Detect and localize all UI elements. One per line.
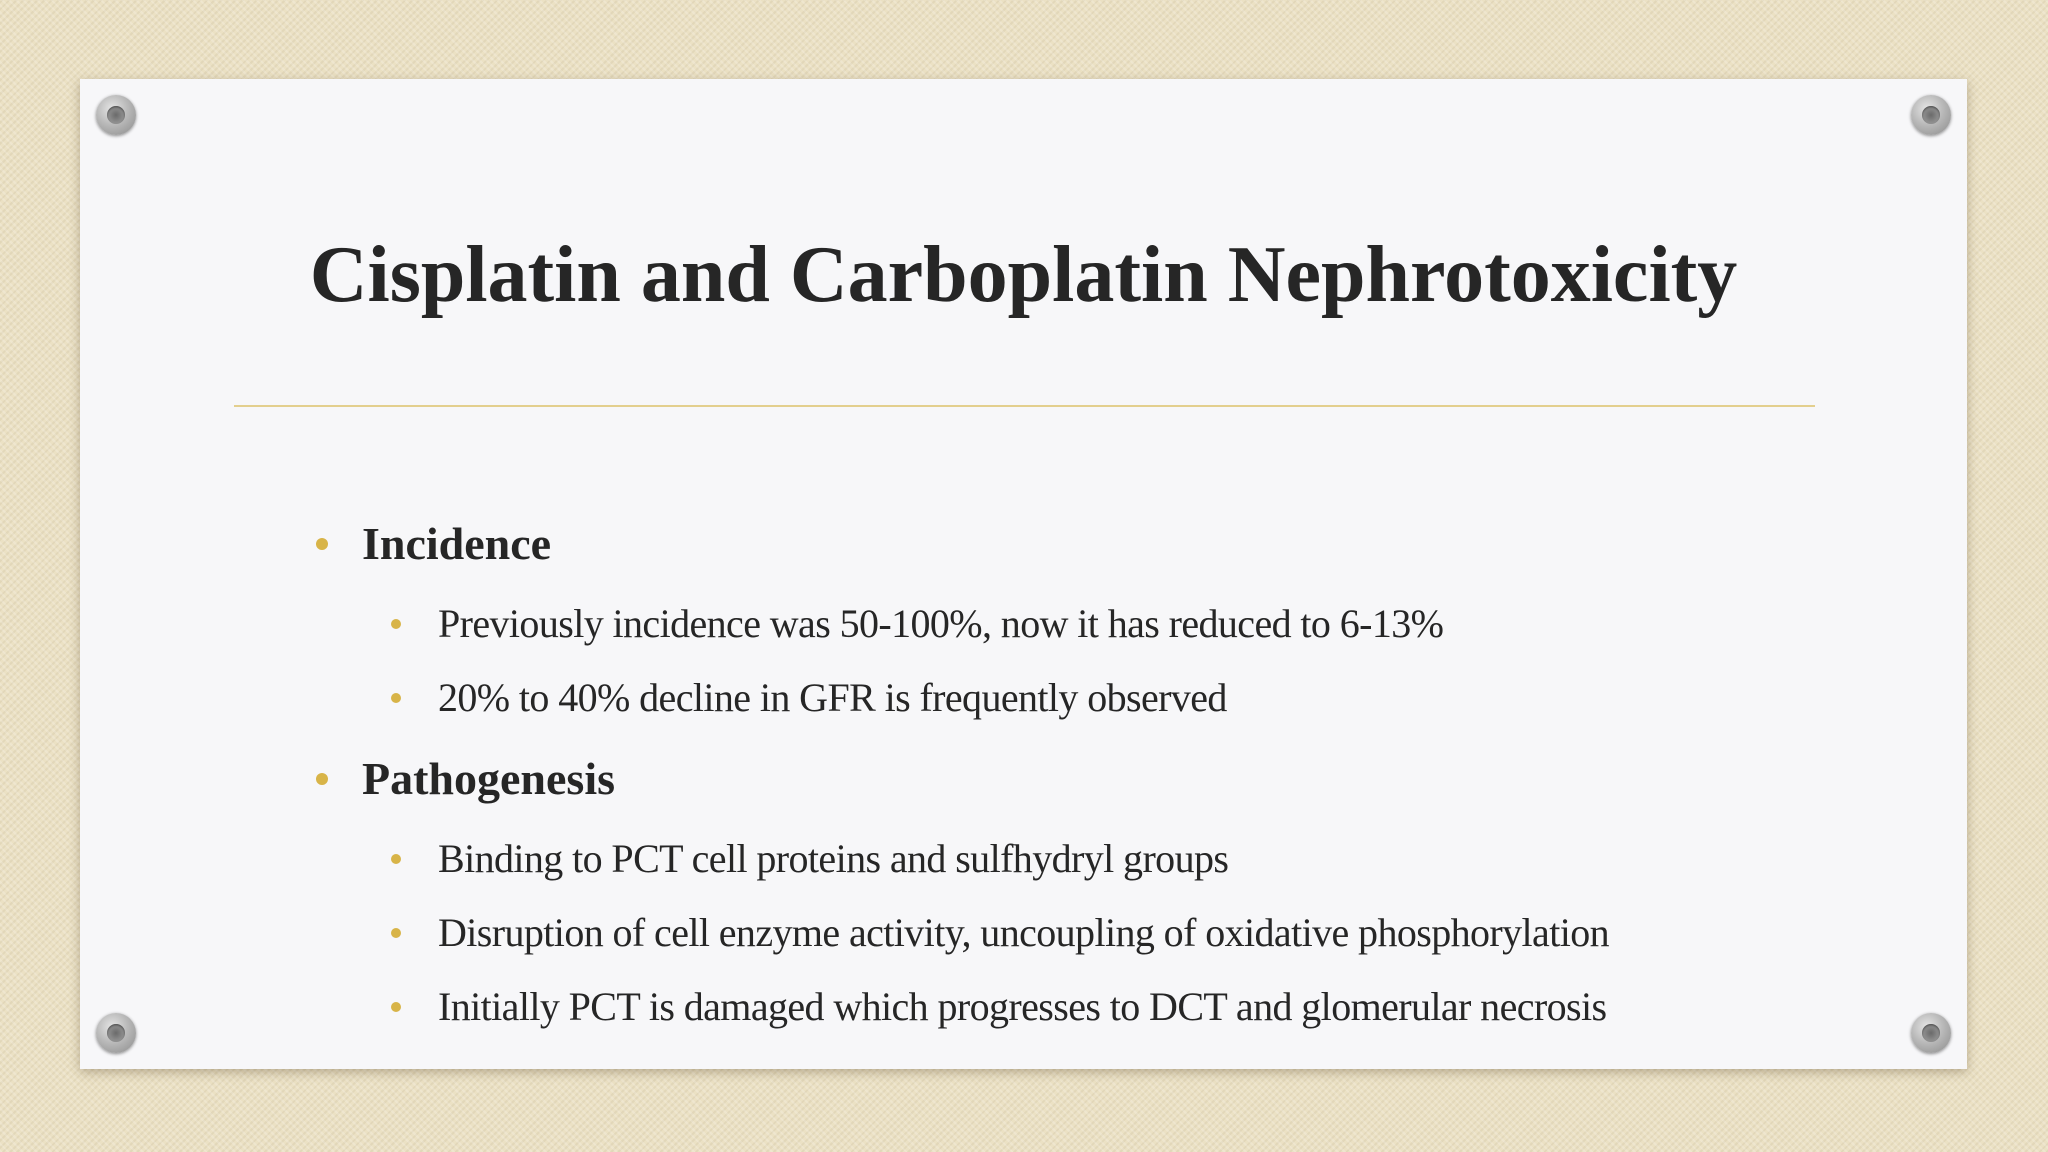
bullet-dot-icon: [391, 928, 401, 938]
grommet-top-right-icon: [1911, 95, 1951, 135]
bullet-text: Initially PCT is damaged which progresses to DCT and glomerular necrosis: [438, 984, 1607, 1029]
bullet-dot-icon: [391, 619, 401, 629]
bullet-dot-icon: [391, 1002, 401, 1012]
bullet-text: 20% to 40% decline in GFR is frequently observed: [438, 675, 1227, 720]
section-heading: Pathogenesis: [362, 753, 615, 804]
slide-card: [80, 79, 1967, 1069]
grommet-top-left-icon: [96, 95, 136, 135]
bullet-text: Previously incidence was 50-100%, now it has reduced to 6-13%: [438, 601, 1444, 646]
bullet-text: Binding to PCT cell proteins and sulfhydryl groups: [438, 836, 1229, 881]
bullet-dot-icon: [316, 538, 328, 550]
slide-title: Cisplatin and Carboplatin Nephrotoxicity: [309, 231, 1738, 319]
grommet-bottom-right-icon: [1911, 1013, 1951, 1053]
section-heading: Incidence: [362, 518, 552, 569]
bullet-text: Disruption of cell enzyme activity, uncoupling of oxidative phosphorylation: [438, 910, 1610, 955]
bullet-dot-icon: [391, 854, 401, 864]
bullet-dot-icon: [316, 773, 328, 785]
title-divider: [234, 405, 1815, 407]
bullet-dot-icon: [391, 693, 401, 703]
grommet-bottom-left-icon: [96, 1013, 136, 1053]
